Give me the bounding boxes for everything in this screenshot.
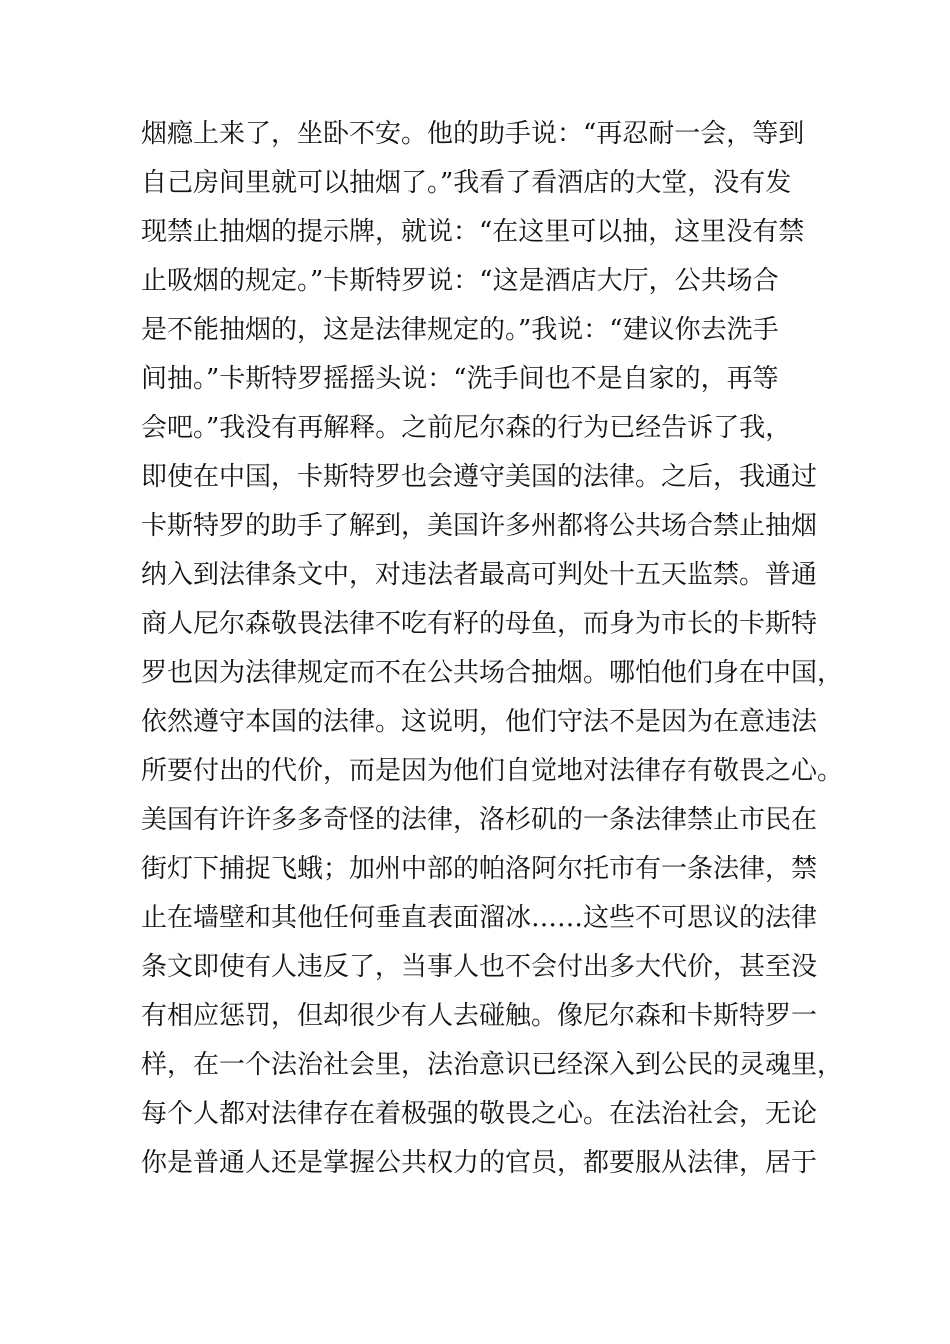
text-line: 现禁止抽烟的提示牌，就说：“在这里可以抽，这里没有禁 [141, 217, 805, 247]
body-text [141, 110, 844, 1188]
text-line: 卡斯特罗的助手了解到，美国许多州都将公共场合禁止抽烟 [141, 511, 818, 541]
text-line: 商人尼尔森敬畏法律不吃有籽的母鱼，而身为市长的卡斯特 [141, 609, 818, 639]
text-line: 美国有许许多多奇怪的法律，洛杉矶的一条法律禁止市民在 [141, 805, 818, 835]
text-line: 烟瘾上来了，坐卧不安。他的助手说：“再忍耐一会，等到 [141, 119, 805, 149]
text-line: 有相应惩罚，但却很少有人去碰触。像尼尔森和卡斯特罗一 [141, 1001, 818, 1031]
text-line: 即使在中国，卡斯特罗也会遵守美国的法律。之后，我通过 [141, 462, 818, 492]
text-line: 罗也因为法律规定而不在公共场合抽烟。哪怕他们身在中国， [141, 658, 844, 688]
text-line: 会吧。”我没有再解释。之前尼尔森的行为已经告诉了我， [141, 413, 792, 443]
text-line: 间抽。”卡斯特罗摇摇头说：“洗手间也不是自家的，再等 [141, 364, 779, 394]
text-line: 条文即使有人违反了，当事人也不会付出多大代价，甚至没 [141, 952, 818, 982]
text-line: 止吸烟的规定。”卡斯特罗说：“这是酒店大厅，公共场合 [141, 266, 779, 296]
text-line: 所要付出的代价，而是因为他们自觉地对法律存有敬畏之心。 [141, 756, 844, 786]
text-line: 是不能抽烟的，这是法律规定的。”我说：“建议你去洗手 [141, 315, 779, 345]
text-line: 止在墙壁和其他任何垂直表面溜冰……这些不可思议的法律 [141, 903, 818, 933]
text-line: 你是普通人还是掌握公共权力的官员，都要服从法律，居于 [141, 1148, 818, 1178]
text-line: 街灯下捕捉飞蛾；加州中部的帕洛阿尔托市有一条法律，禁 [141, 854, 818, 884]
text-line: 依然遵守本国的法律。这说明，他们守法不是因为在意违法 [141, 707, 818, 737]
text-line: 样，在一个法治社会里，法治意识已经深入到公民的灵魂里， [141, 1050, 844, 1080]
text-line: 每个人都对法律存在着极强的敬畏之心。在法治社会，无论 [141, 1099, 818, 1129]
text-line: 自己房间里就可以抽烟了。”我看了看酒店的大堂，没有发 [141, 168, 792, 198]
text-line: 纳入到法律条文中，对违法者最高可判处十五天监禁。普通 [141, 560, 818, 590]
